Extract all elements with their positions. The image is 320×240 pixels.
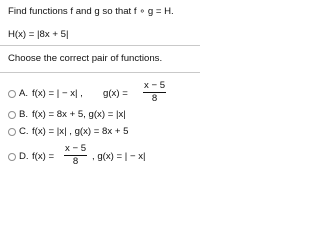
- option-letter: B.: [19, 109, 29, 120]
- problem-prompt: Find functions f and g so that f ∘ g = H.: [8, 6, 174, 17]
- answer-option-a[interactable]: [0, 80, 200, 105]
- answer-option-b[interactable]: [0, 107, 200, 123]
- divider: [0, 45, 200, 46]
- answer-option-d[interactable]: [0, 144, 200, 170]
- answer-option-c[interactable]: [0, 124, 200, 140]
- option-d-g-expression: , g(x) = | − x|: [92, 151, 146, 162]
- fraction-denominator: 8: [151, 92, 158, 104]
- option-d-f-prefix: f(x) =: [32, 151, 55, 162]
- h-definition: H(x) = |8x + 5|: [8, 29, 69, 40]
- divider: [0, 72, 200, 73]
- fraction-denominator: 8: [72, 155, 79, 167]
- radio-button-c[interactable]: [8, 128, 16, 136]
- option-a-g-fraction: [143, 82, 166, 104]
- fraction-numerator: x − 5: [65, 143, 87, 154]
- option-b-expression: f(x) = 8x + 5, g(x) = |x|: [32, 109, 126, 120]
- option-a-f-expression: f(x) = | − x| ,: [32, 88, 83, 99]
- option-letter: D.: [19, 151, 29, 162]
- option-letter: A.: [19, 88, 29, 99]
- fraction-numerator: x − 5: [144, 80, 166, 91]
- option-a-g-prefix: g(x) =: [103, 88, 128, 99]
- instruction-text: Choose the correct pair of functions.: [8, 53, 163, 64]
- radio-button-a[interactable]: [8, 90, 16, 98]
- radio-button-b[interactable]: [8, 111, 16, 119]
- radio-button-d[interactable]: [8, 153, 16, 161]
- option-c-expression: f(x) = |x| , g(x) = 8x + 5: [32, 126, 129, 137]
- option-d-f-fraction: [64, 145, 87, 167]
- option-letter: C.: [19, 126, 29, 137]
